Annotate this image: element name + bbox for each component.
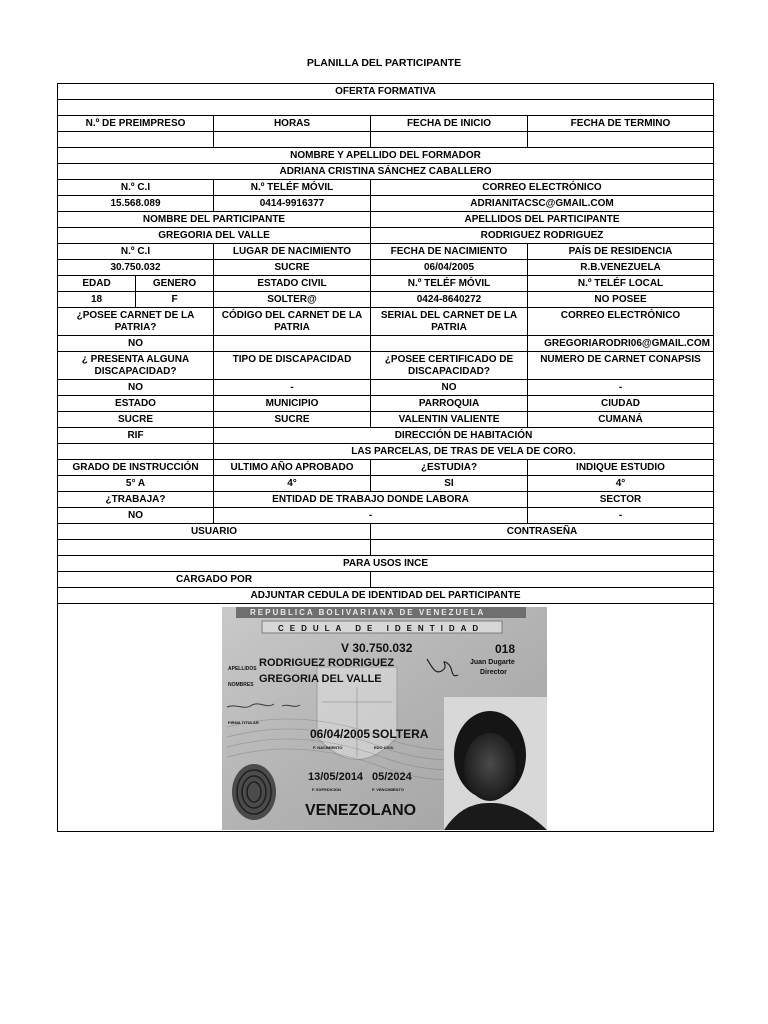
cargado-por-value[interactable] (371, 572, 714, 588)
oferta-header-row (58, 84, 714, 100)
ultimo-ano-header: ULTIMO AÑO APROBADO (214, 460, 371, 476)
carnet-conapsis-header: NUMERO DE CARNET CONAPSIS (528, 352, 714, 380)
card-birth-date: 06/04/2005 (310, 727, 371, 741)
tipo-discapacidad-header: TIPO DE DISCAPACIDAD (214, 352, 371, 380)
card-director-name: Juan Dugarte (470, 659, 515, 666)
cargado-row (58, 572, 714, 588)
card-firma-label: FIRMA TITULAR (228, 720, 259, 725)
presenta-discapacidad-header: ¿ PRESENTA ALGUNA DISCAPACIDAD? (58, 352, 214, 380)
cuenta-value-row (58, 540, 714, 556)
rif-direccion-value-row (58, 444, 714, 460)
serial-carnet-value (371, 336, 528, 352)
posee-carnet-value: NO (58, 336, 214, 352)
cargado-por-label: CARGADO POR (58, 572, 371, 588)
direccion-header: DIRECCIÓN DE HABITACIÓN (214, 428, 714, 444)
municipio-value: SUCRE (214, 412, 371, 428)
trabaja-value: NO (58, 508, 214, 524)
parroquia-header: PARROQUIA (371, 396, 528, 412)
genero-value: F (136, 292, 214, 308)
card-nationality: VENEZOLANO (305, 802, 417, 819)
sector-value: - (528, 508, 714, 524)
cedula-photo-row (58, 604, 714, 832)
pais-residencia-value: R.B.VENEZUELA (528, 260, 714, 276)
ince-header-row (58, 556, 714, 572)
movil-header: N.º TELÉF MÓVIL (371, 276, 528, 292)
fingerprint-icon (232, 764, 276, 820)
formador-info-value-row (58, 196, 714, 212)
municipio-header: MUNICIPIO (214, 396, 371, 412)
formador-name-row (58, 164, 714, 180)
participante-apellidos-header: APELLIDOS DEL PARTICIPANTE (371, 212, 714, 228)
card-expiry-label: F. VENCIMIENTO (372, 787, 404, 792)
formador-info-header-row (58, 180, 714, 196)
edad-value: 18 (58, 292, 136, 308)
pais-residencia-header: PAÍS DE RESIDENCIA (528, 244, 714, 260)
participant-form-table (57, 83, 714, 832)
estado-civil-header: ESTADO CIVIL (214, 276, 371, 292)
indique-estudio-value: 4° (528, 476, 714, 492)
carnet-value-row (58, 336, 714, 352)
posee-carnet-header: ¿POSEE CARNET DE LA PATRIA? (58, 308, 214, 336)
usuario-value[interactable] (58, 540, 371, 556)
ultimo-ano-value: 4° (214, 476, 371, 492)
usuario-header: USUARIO (58, 524, 371, 540)
card-issue-label: F. EXPEDICION (312, 787, 341, 792)
card-civil-label: EDO CIVIL (374, 745, 395, 750)
fecha-inicio-value[interactable] (371, 132, 528, 148)
trabajo-header-row (58, 492, 714, 508)
certificado-discapacidad-value: NO (371, 380, 528, 396)
discapacidad-value-row (58, 380, 714, 396)
local-value: NO POSEE (528, 292, 714, 308)
rif-direccion-header-row (58, 428, 714, 444)
fecha-nacimiento-value: 06/04/2005 (371, 260, 528, 276)
presenta-discapacidad-value: NO (58, 380, 214, 396)
info2-header-row (58, 276, 714, 292)
participante-name-value-row (58, 228, 714, 244)
participante-name-header-row (58, 212, 714, 228)
grado-instruccion-value: 5° A (58, 476, 214, 492)
card-nombres-label: NOMBRES (228, 682, 254, 688)
codigo-carnet-value (214, 336, 371, 352)
edad-header: EDAD (58, 276, 136, 292)
ciudad-value: CUMANÁ (528, 412, 714, 428)
horas-value[interactable] (214, 132, 371, 148)
fecha-nacimiento-header: FECHA DE NACIMIENTO (371, 244, 528, 260)
fecha-termino-value[interactable] (528, 132, 714, 148)
grado-instruccion-header: GRADO DE INSTRUCCIÓN (58, 460, 214, 476)
card-republic-text: REPUBLICA BOLIVARIANA DE VENEZUELA (250, 608, 486, 617)
formador-name: ADRIANA CRISTINA SÁNCHEZ CABALLERO (58, 164, 714, 180)
rif-header: RIF (58, 428, 214, 444)
formador-movil-header: N.º TELÉF MÓVIL (214, 180, 371, 196)
ince-header: PARA USOS INCE (58, 556, 714, 572)
codigo-carnet-header: CÓDIGO DEL CARNET DE LA PATRIA (214, 308, 371, 336)
educacion-header-row (58, 460, 714, 476)
card-doc-title: CEDULA DE IDENTIDAD (278, 624, 485, 633)
ci-value: 30.750.032 (58, 260, 214, 276)
card-director-title: Director (480, 669, 507, 676)
adjuntar-header: ADJUNTAR CEDULA DE IDENTIDAD DEL PARTICIPANTE (58, 588, 714, 604)
ubicacion-header-row (58, 396, 714, 412)
card-apellidos: RODRIGUEZ RODRIGUEZ (259, 657, 395, 669)
oferta-value-row (58, 100, 714, 116)
cedula-image (222, 607, 547, 830)
movil-value: 0424-8640272 (371, 292, 528, 308)
lugar-nacimiento-header: LUGAR DE NACIMIENTO (214, 244, 371, 260)
info1-value-row (58, 260, 714, 276)
tipo-discapacidad-value: - (214, 380, 371, 396)
preimpreso-header: N.º DE PREIMPRESO (58, 116, 214, 132)
educacion-value-row (58, 476, 714, 492)
parroquia-value: VALENTIN VALIENTE (371, 412, 528, 428)
card-apellidos-label: APELLIDOS (228, 666, 257, 672)
formador-header-row (58, 148, 714, 164)
carnet-header-row (58, 308, 714, 336)
lugar-nacimiento-value: SUCRE (214, 260, 371, 276)
formador-movil-value: 0414-9916377 (214, 196, 371, 212)
formador-ci-header: N.º C.I (58, 180, 214, 196)
contrasena-value[interactable] (371, 540, 714, 556)
ubicacion-value-row (58, 412, 714, 428)
adjuntar-header-row (58, 588, 714, 604)
info2-value-row (58, 292, 714, 308)
rif-value (58, 444, 214, 460)
participante-correo-value: GREGORIARODRI06@GMAIL.COM (528, 336, 714, 352)
card-issue-date: 13/05/2014 (308, 771, 364, 783)
fecha-termino-header: FECHA DE TERMINO (528, 116, 714, 132)
formador-correo-value: ADRIANITACSC@GMAIL.COM (371, 196, 714, 212)
fecha-inicio-header: FECHA DE INICIO (371, 116, 528, 132)
card-civil-status: SOLTERA (372, 727, 429, 741)
holder-photo (444, 697, 547, 830)
preimpreso-value[interactable] (58, 132, 214, 148)
card-nombres: GREGORIA DEL VALLE (259, 673, 382, 685)
discapacidad-header-row (58, 352, 714, 380)
certificado-discapacidad-header: ¿POSEE CERTIFICADO DE DISCAPACIDAD? (371, 352, 528, 380)
ciudad-header: CIUDAD (528, 396, 714, 412)
card-expiry-date: 05/2024 (372, 771, 412, 783)
genero-header: GENERO (136, 276, 214, 292)
card-id-number: V 30.750.032 (341, 641, 413, 655)
estado-header: ESTADO (58, 396, 214, 412)
contrasena-header: CONTRASEÑA (371, 524, 714, 540)
participante-apellidos-value: RODRIGUEZ RODRIGUEZ (371, 228, 714, 244)
estudia-value: SI (371, 476, 528, 492)
preimpreso-value-row (58, 132, 714, 148)
estado-value: SUCRE (58, 412, 214, 428)
cuenta-header-row (58, 524, 714, 540)
carnet-conapsis-value: - (528, 380, 714, 396)
oferta-value[interactable] (58, 100, 714, 116)
indique-estudio-header: INDIQUE ESTUDIO (528, 460, 714, 476)
formador-correo-header: CORREO ELECTRÓNICO (371, 180, 714, 196)
page-title: PLANILLA DEL PARTICIPANTE (306, 57, 462, 69)
card-birth-label: F. NACIMIENTO (313, 745, 343, 750)
horas-header: HORAS (214, 116, 371, 132)
participante-nombre-value: GREGORIA DEL VALLE (58, 228, 371, 244)
formador-ci-value: 15.568.089 (58, 196, 214, 212)
trabajo-value-row (58, 508, 714, 524)
card-code: 018 (495, 642, 516, 656)
entidad-trabajo-value: - (214, 508, 528, 524)
local-header: N.º TELÉF LOCAL (528, 276, 714, 292)
direccion-value: LAS PARCELAS, DE TRAS DE VELA DE CORO. (214, 444, 714, 460)
serial-carnet-header: SERIAL DEL CARNET DE LA PATRIA (371, 308, 528, 336)
participante-correo-header: CORREO ELECTRÓNICO (528, 308, 714, 336)
trabaja-header: ¿TRABAJA? (58, 492, 214, 508)
entidad-trabajo-header: ENTIDAD DE TRABAJO DONDE LABORA (214, 492, 528, 508)
formador-header: NOMBRE Y APELLIDO DEL FORMADOR (58, 148, 714, 164)
cedula-photo-cell (58, 604, 714, 832)
sector-header: SECTOR (528, 492, 714, 508)
oferta-header: OFERTA FORMATIVA (58, 84, 714, 100)
ci-header: N.º C.I (58, 244, 214, 260)
estudia-header: ¿ESTUDIA? (371, 460, 528, 476)
info1-header-row (58, 244, 714, 260)
participante-nombre-header: NOMBRE DEL PARTICIPANTE (58, 212, 371, 228)
estado-civil-value: SOLTER@ (214, 292, 371, 308)
preimpreso-header-row (58, 116, 714, 132)
